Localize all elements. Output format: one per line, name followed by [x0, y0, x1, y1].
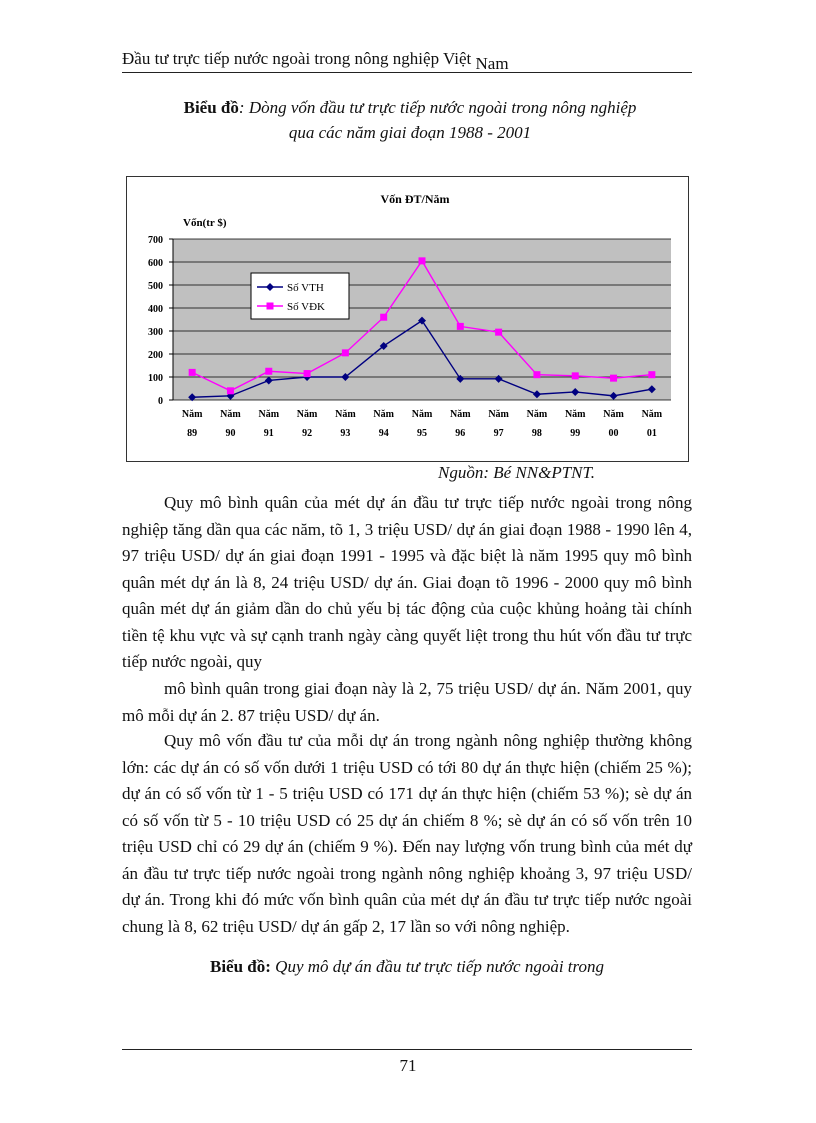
x-tick-label: Năm — [296, 409, 318, 420]
x-tick-label: Năm — [488, 409, 509, 420]
y-axis-label: Vốn(tr $) — [183, 217, 227, 229]
x-tick-label-year: 92 — [302, 428, 313, 439]
paragraph-2: mô bình quân trong giai đoạn này là 2, 75 triệu USD/ dự án. Năm 2001, quy mô mỗi dự án 2. 87 triệu USD/ dự án. — [122, 679, 692, 725]
line-chart — [127, 177, 688, 461]
page-number: 71 — [399, 1056, 417, 1075]
y-tick-label: 0 — [158, 396, 163, 407]
y-tick-label: 100 — [148, 373, 163, 384]
x-tick-label: Năm — [603, 409, 624, 420]
x-tick-label-year: 94 — [378, 428, 389, 439]
y-tick-label: 600 — [148, 258, 163, 269]
x-tick-label-year: 96 — [455, 428, 466, 439]
data-point — [495, 329, 502, 336]
footer-rule — [122, 1049, 692, 1050]
running-header — [122, 49, 692, 73]
data-point — [533, 371, 540, 378]
y-tick-label: 300 — [148, 327, 163, 338]
data-point — [457, 323, 464, 330]
caption2-text: Quy mô dự án đầu tư trực tiếp nước ngoài trong — [270, 957, 605, 976]
x-tick-label: Năm — [411, 409, 433, 420]
x-tick-label-year: 90 — [225, 428, 236, 439]
x-tick-label: Năm — [181, 409, 203, 420]
x-tick-label-year: 91 — [263, 428, 274, 439]
x-tick-label: Năm — [335, 409, 356, 420]
caption2-label: Biểu đồ: — [209, 957, 271, 976]
x-tick-label-year: 01 — [646, 428, 657, 439]
y-tick-label: 200 — [148, 350, 163, 361]
y-tick-label: 400 — [148, 304, 163, 315]
x-tick-label: Năm — [564, 409, 586, 420]
x-tick-label: Năm — [258, 409, 280, 420]
data-point — [648, 371, 655, 378]
y-tick-label: 500 — [148, 281, 163, 292]
chart-title: Vốn ĐT/Năm — [380, 192, 450, 206]
data-point — [227, 387, 234, 394]
chart-frame — [126, 176, 689, 462]
x-tick-label-year: 97 — [493, 428, 504, 439]
legend-label: Số VTH — [287, 282, 324, 294]
figure-caption-2 — [122, 957, 692, 977]
x-tick-label-year: 93 — [340, 428, 351, 439]
x-tick-label: Năm — [373, 409, 394, 420]
data-point — [342, 349, 349, 356]
header-rule — [122, 72, 692, 73]
x-tick-label-year: 89 — [187, 428, 198, 439]
data-point — [380, 314, 387, 321]
data-point — [572, 372, 579, 379]
data-point — [304, 370, 311, 377]
x-tick-label-year: 98 — [531, 428, 542, 439]
data-point — [419, 257, 426, 264]
legend-marker — [267, 303, 274, 310]
paragraph-3: Quy mô vốn đầu tư của mỗi dự án trong ngành nông nghiệp thường không lớn: các dự án có số vốn dưới 1 triệu USD có tới 80 dự án thực hiện (chiếm 25 %); dự án có số vốn từ 1 - 5 triệu USD có 171 dự án thực hiện (chiếm 53 %); sè dự án có số vốn từ 5 - 10 triệu USD có 25 dự án chiếm 8 %; sè dự án có số vốn trên 10 triệu USD chỉ có 29 dự án (chiếm 9 %). Đến nay lượng vốn trung bình của mét dự án đầu tư trực tiếp nước ngoài trong ngành nông nghiệp khoảng 3, 97 triệu USD/ dự án. Trong khi đó mức vốn bình quân của mét dự án đầu tư trực tiếp nước ngoài chung là 8, 62 triệu USD/ dự án gấp 2, 17 lần so với nông nghiệp. — [122, 731, 692, 936]
x-tick-label: Năm — [526, 409, 548, 420]
x-tick-label: Năm — [641, 409, 663, 420]
source-note: Nguồn: Bé NN&PTNT. — [438, 463, 595, 482]
y-tick-label: 700 — [148, 235, 163, 246]
x-tick-label-year: 99 — [570, 428, 581, 439]
chart-legend — [251, 273, 349, 319]
header-title: Đầu tư trực tiếp nước ngoài trong nông nghiệp Việt — [122, 49, 472, 68]
caption-line1: : Dòng vốn đầu tư trực tiếp nước ngoài trong nông nghiệp — [238, 98, 637, 117]
data-point — [610, 375, 617, 382]
data-point — [189, 369, 196, 376]
legend-label: Số VĐK — [287, 301, 326, 313]
data-point — [265, 368, 272, 375]
figure-caption — [120, 96, 700, 120]
x-tick-label: Năm — [220, 409, 241, 420]
x-tick-label-year: 00 — [608, 428, 619, 439]
figure-caption-line2: qua các năm giai đoạn 1988 - 2001 — [288, 123, 532, 142]
caption-label: Biểu đồ — [183, 98, 239, 117]
header-title-tail: Nam — [475, 54, 509, 73]
x-tick-label-year: 95 — [417, 428, 427, 439]
x-tick-label: Năm — [450, 409, 471, 420]
paragraph-1: Quy mô bình quân của mét dự án đầu tư trực tiếp nước ngoài trong nông nghiệp tăng dần qua các năm, tõ 1, 3 triệu USD/ dự án giai đoạn 1988 - 1990 lên 4, 97 triệu USD/ dự án giai đoạn 1991 - 1995 và đặc biệt là năm 1995 quy mô bình quân mét dự án là 8, 24 triệu USD/ dự án. Giai đoạn tõ 1996 - 2000 quy mô bình quân mét dự án giảm dần do chủ yếu bị tác động của cuộc khủng hoảng tài chính tiền tệ khu vực và sự cạnh tranh ngày càng quyết liệt trong thu hút vốn đầu tư trực tiếp nước ngoài, quy — [122, 493, 692, 671]
